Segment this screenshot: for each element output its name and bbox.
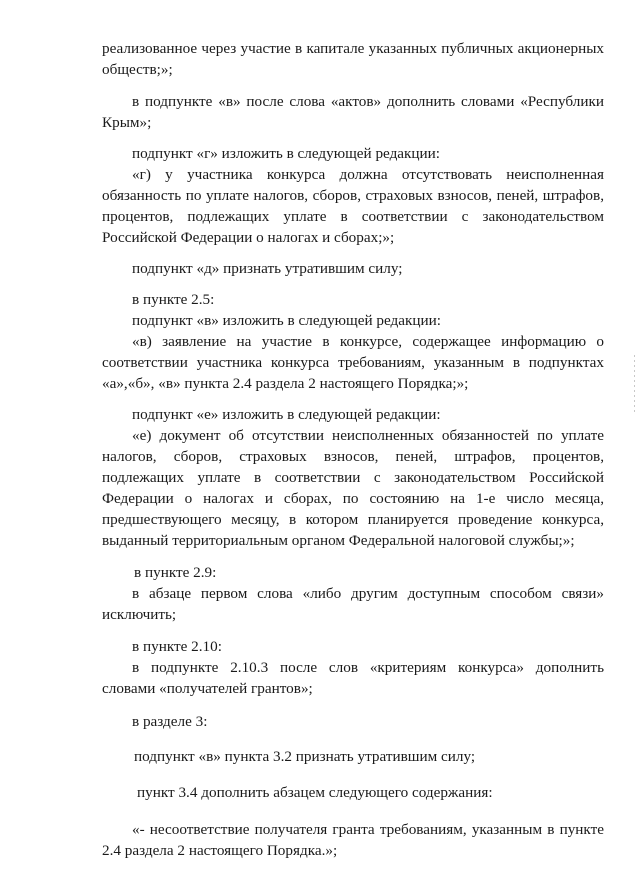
text-line: Крым»; <box>102 114 152 131</box>
text-line: «в) заявление на участие в конкурсе, содержащее информацию о <box>132 333 604 350</box>
text-line: Федерации о налогах и сборах, по состоянию на 1-е число месяца, <box>102 490 604 507</box>
text-line: «- несоответствие получателя гранта требованиям, указанным в пункте <box>132 821 604 838</box>
text-line: 2.4 раздела 2 настоящего Порядка.»; <box>102 842 338 859</box>
text-line: пункт 3.4 дополнить абзацем следующего содержания: <box>137 784 493 801</box>
scan-edge-mark <box>634 355 635 415</box>
text-line: исключить; <box>102 606 177 623</box>
text-line: процентов, подлежащих уплате в соответствии с законодательством <box>102 208 604 225</box>
text-line: подлежащих уплате в соответствии с законодательством Российской <box>102 469 604 486</box>
text-line: «е) документ об отсутствии неисполненных обязанностей по уплате <box>132 427 604 444</box>
text-line: налогов, сборов, страховых взносов, пеней, штрафов, процентов, <box>102 448 604 465</box>
text-line: в пункте 2.9: <box>134 564 217 581</box>
text-line: в абзаце первом слова «либо другим доступным способом связи» <box>132 585 604 602</box>
text-line: соответствии участника конкурса требованиям, указанным в подпунктах <box>102 354 604 371</box>
text-line: в пункте 2.5: <box>132 291 215 308</box>
text-line: Российской Федерации о налогах и сборах;»; <box>102 229 395 246</box>
text-line: обязанность по уплате налогов, сборов, страховых взносов, пеней, штрафов, <box>102 187 604 204</box>
text-line: подпункт «в» изложить в следующей редакции: <box>132 312 441 329</box>
text-line: в пункте 2.10: <box>132 638 222 655</box>
text-line: в подпункте «в» после слова «актов» дополнить словами «Республики <box>132 93 604 110</box>
text-line: подпункт «д» признать утратившим силу; <box>132 260 403 277</box>
text-line: в подпункте 2.10.3 после слов «критериям конкурса» дополнить <box>132 659 604 676</box>
text-line: подпункт «г» изложить в следующей редакции: <box>132 145 441 162</box>
text-line: в разделе 3: <box>132 713 208 730</box>
text-line: обществ;»; <box>102 61 173 78</box>
text-line: подпункт «в» пункта 3.2 признать утратившим силу; <box>134 748 476 765</box>
text-line: предшествующего месяцу, в котором планируется проведение конкурса, <box>102 511 604 528</box>
text-line: словами «получателей грантов»; <box>102 680 313 697</box>
text-line: подпункт «е» изложить в следующей редакции: <box>132 406 441 423</box>
text-line: «а»,«б», «в» пункта 2.4 раздела 2 настоящего Порядка;»; <box>102 375 469 392</box>
text-line: выданный территориальным органом Федеральной налоговой службы;»; <box>102 532 575 549</box>
text-line: «г) у участника конкурса должна отсутствовать неисполненная <box>132 166 604 183</box>
text-line: реализованное через участие в капитале указанных публичных акционерных <box>102 40 604 57</box>
